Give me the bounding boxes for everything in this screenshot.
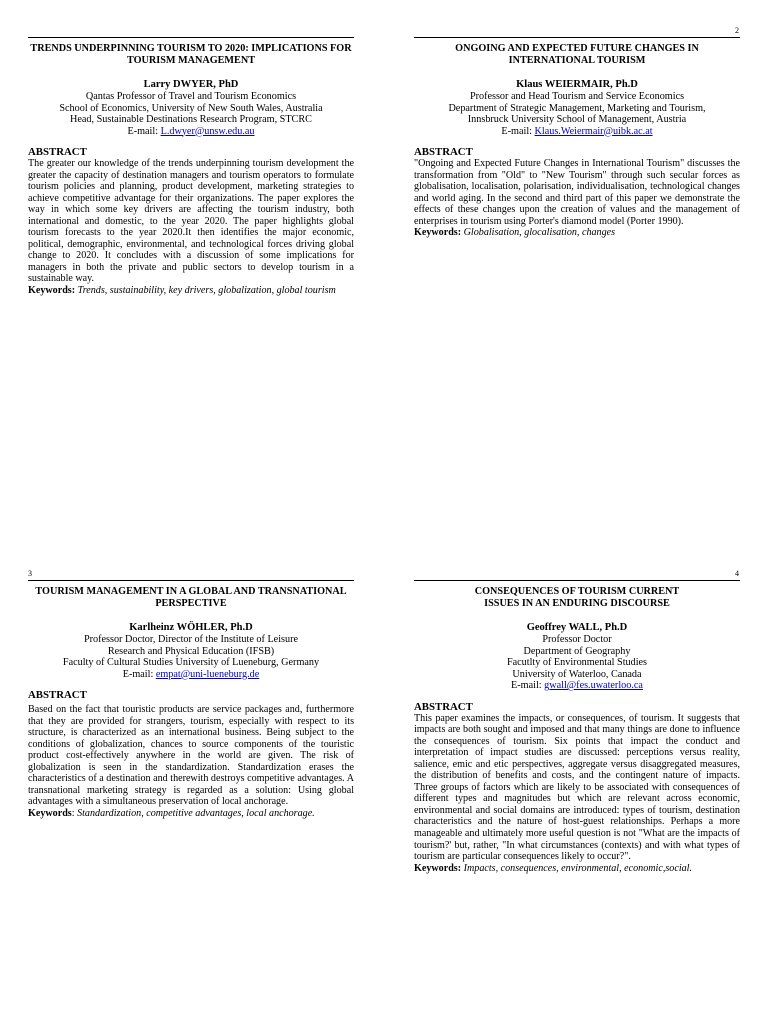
keywords-text: Globalisation, glocalisation, changes: [463, 227, 616, 239]
abstract-text: Based on the fact that touristic products are service packages and, furthermore that they are provided for strangers, tourism, especially with respect to its structure, is characterized as an international business. Being subject to the conditions of globalization, chances to source components of the touristic product cost-effectively anywhere in the world are given. The risk of globalization is seen in the standardization. Standardization erases the characteristics of a destination and therewith destroys competitive advantages. A transnational marketing strategy is regarded as a solution: Using global advantages with a simultaneous preservation of local anchorage.: [28, 704, 354, 808]
top-rule: [28, 580, 354, 581]
page-number: 2: [735, 26, 739, 35]
top-rule: [28, 37, 354, 38]
article-title: ONGOING AND EXPECTED FUTURE CHANGES IN INTERNATIONAL TOURISM: [455, 43, 699, 66]
email-link[interactable]: Klaus.Weiermair@uibk.ac.at: [534, 125, 653, 137]
affiliation-line: School of Economics, University of New South Wales, Australia: [59, 102, 323, 114]
abstract-heading: ABSTRACT: [28, 146, 87, 158]
email-label: E-mail:: [501, 125, 535, 137]
abstract-heading: ABSTRACT: [414, 700, 473, 713]
keywords-line: [28, 285, 354, 297]
article-panel-2: [414, 37, 740, 239]
author-name: Geoffrey WALL, Ph.D: [526, 622, 628, 633]
keywords-text: Impacts, consequences, environmental, economic,social.: [463, 862, 692, 874]
article-title: CONSEQUENCES OF TOURISM CURRENT ISSUES IN AN ENDURING DISCOURSE: [474, 586, 680, 609]
author-name: Klaus WEIERMAIR, Ph.D: [516, 79, 638, 90]
top-rule: [414, 580, 740, 581]
keywords-label: Keywords: [28, 807, 72, 819]
abstract-text: This paper examines the impacts, or consequences, of tourism. It suggests that impacts are both sought and imposed and that many things are done to influence the consequences of tourism. Six points that impact the conduct and interpretation of impact studies are discussed: perceptions versus reality, salience, emic and etic perspectives, aggregate versus disaggregated measures, the distribution of benefits and costs, and the contingent nature of impacts. Three groups of factors which are likely to be associated with consequences of different types and magnitudes but which are relevant across economic, environmental and social domains are introduced: types of tourism, destination characteristics and the nature of host-guest relationships. Perhaps a more manageable and ultimately more useful question is not "What are the impacts of tourism?' but, rather, "In what circumstances (contexts) and with what types of tourism are particular consequences likely to occur?".: [414, 712, 740, 863]
keywords-line: Keywords: Standardization, competitive advantages, local anchorage.: [28, 807, 315, 819]
email-link[interactable]: empat@uni-lueneburg.de: [155, 668, 260, 680]
email-link[interactable]: L.dwyer@unsw.edu.au: [160, 125, 255, 137]
top-rule: [414, 37, 740, 38]
email-label: E-mail:: [511, 680, 545, 691]
author-name: Karlheinz WÖHLER, Ph.D: [129, 622, 253, 633]
email-line: [28, 126, 354, 138]
page-number: 4: [735, 569, 739, 578]
abstract-heading: ABSTRACT: [414, 146, 473, 158]
keywords-label: Keywords:: [414, 227, 462, 239]
affiliation-line: Head, Sustainable Destinations Research Program, STCRC: [70, 114, 312, 125]
abstract-heading: ABSTRACT: [28, 689, 87, 701]
keywords-label: Keywords:: [28, 285, 76, 297]
affiliation-line: Professor Doctor: [542, 634, 612, 645]
keywords-text: Standardization, competitive advantages, local anchorage.: [77, 807, 315, 819]
affiliation-line: Professor Doctor, Director of the Institute of Leisure: [83, 634, 299, 645]
article-panel-4: [414, 580, 740, 875]
affiliation-line: Facutlty of Environmental Studies: [506, 657, 648, 668]
keywords-line: [414, 863, 740, 875]
keywords-line: [414, 227, 740, 239]
affiliation-line: Qantas Professor of Travel and Tourism Economics: [85, 91, 297, 102]
email-label: E-mail:: [127, 125, 161, 137]
affiliation-line: Department of Geography: [523, 645, 631, 657]
abstract-text: "Ongoing and Expected Future Changes in International Tourism" discusses the transformation from "Old" to "New Tourism" through such secular forces as globalisation, localisation, polarisation, individualisation, technological changes and world aging. In the second and third part of this paper we demonstrate the effects of these changes upon the creation of values and the management of enterprises in tourism using Porter's diamond model (Porter 1990).: [414, 158, 740, 227]
affiliation-line: Professor and Head Tourism and Service Economics: [469, 91, 685, 102]
email-line: [414, 680, 740, 692]
article-panel-1: [28, 37, 354, 297]
email-link[interactable]: gwall@fes.uwaterloo.ca: [544, 680, 643, 691]
affiliation-line: Faculty of Cultural Studies University of Lueneburg, Germany: [62, 657, 320, 668]
affiliation-line: Department of Strategic Management, Marketing and Tourism,: [448, 102, 706, 114]
keywords-label: Keywords:: [414, 862, 462, 874]
page-number: 3: [28, 569, 32, 578]
affiliation-line: University of Waterloo, Canada: [512, 668, 642, 680]
article-title: TRENDS UNDERPINNING TOURISM TO 2020: IMPLICATIONS FOR TOURISM MANAGEMENT: [30, 43, 352, 66]
author-name: Larry DWYER, PhD: [143, 79, 239, 90]
email-line: [28, 669, 354, 681]
keywords-text: Trends, sustainability, key drivers, globalization, global tourism: [77, 285, 336, 297]
affiliation-line: Innsbruck University School of Management, Austria: [467, 114, 687, 125]
email-label: E-mail:: [122, 668, 156, 680]
email-line: [414, 126, 740, 138]
affiliation-line: Research and Physical Education (IFSB): [107, 645, 275, 657]
article-title: TOURISM MANAGEMENT IN A GLOBAL AND TRANSNATIONAL PERSPECTIVE: [35, 586, 347, 609]
abstract-text: The greater our knowledge of the trends underpinning tourism development the greater the capacity of destination managers and tourism operators to formulate tourism policies and planning, product development, marketing strategies to achieve competitive advantage for their organizations. The paper explores the way in which some key drivers are affecting the tourism industry, both international and domestic, to the year 2020. The paper highlights global tourism forecasts to the year 2020.It then identifies the major economic, political, demographic, environmental, and technological forces driving global change to 2020. It concludes with a discussion of some implications for managers in both the private and public sectors to develop tourism in a sustainable way.: [28, 158, 354, 285]
article-panel-3: [28, 580, 354, 820]
